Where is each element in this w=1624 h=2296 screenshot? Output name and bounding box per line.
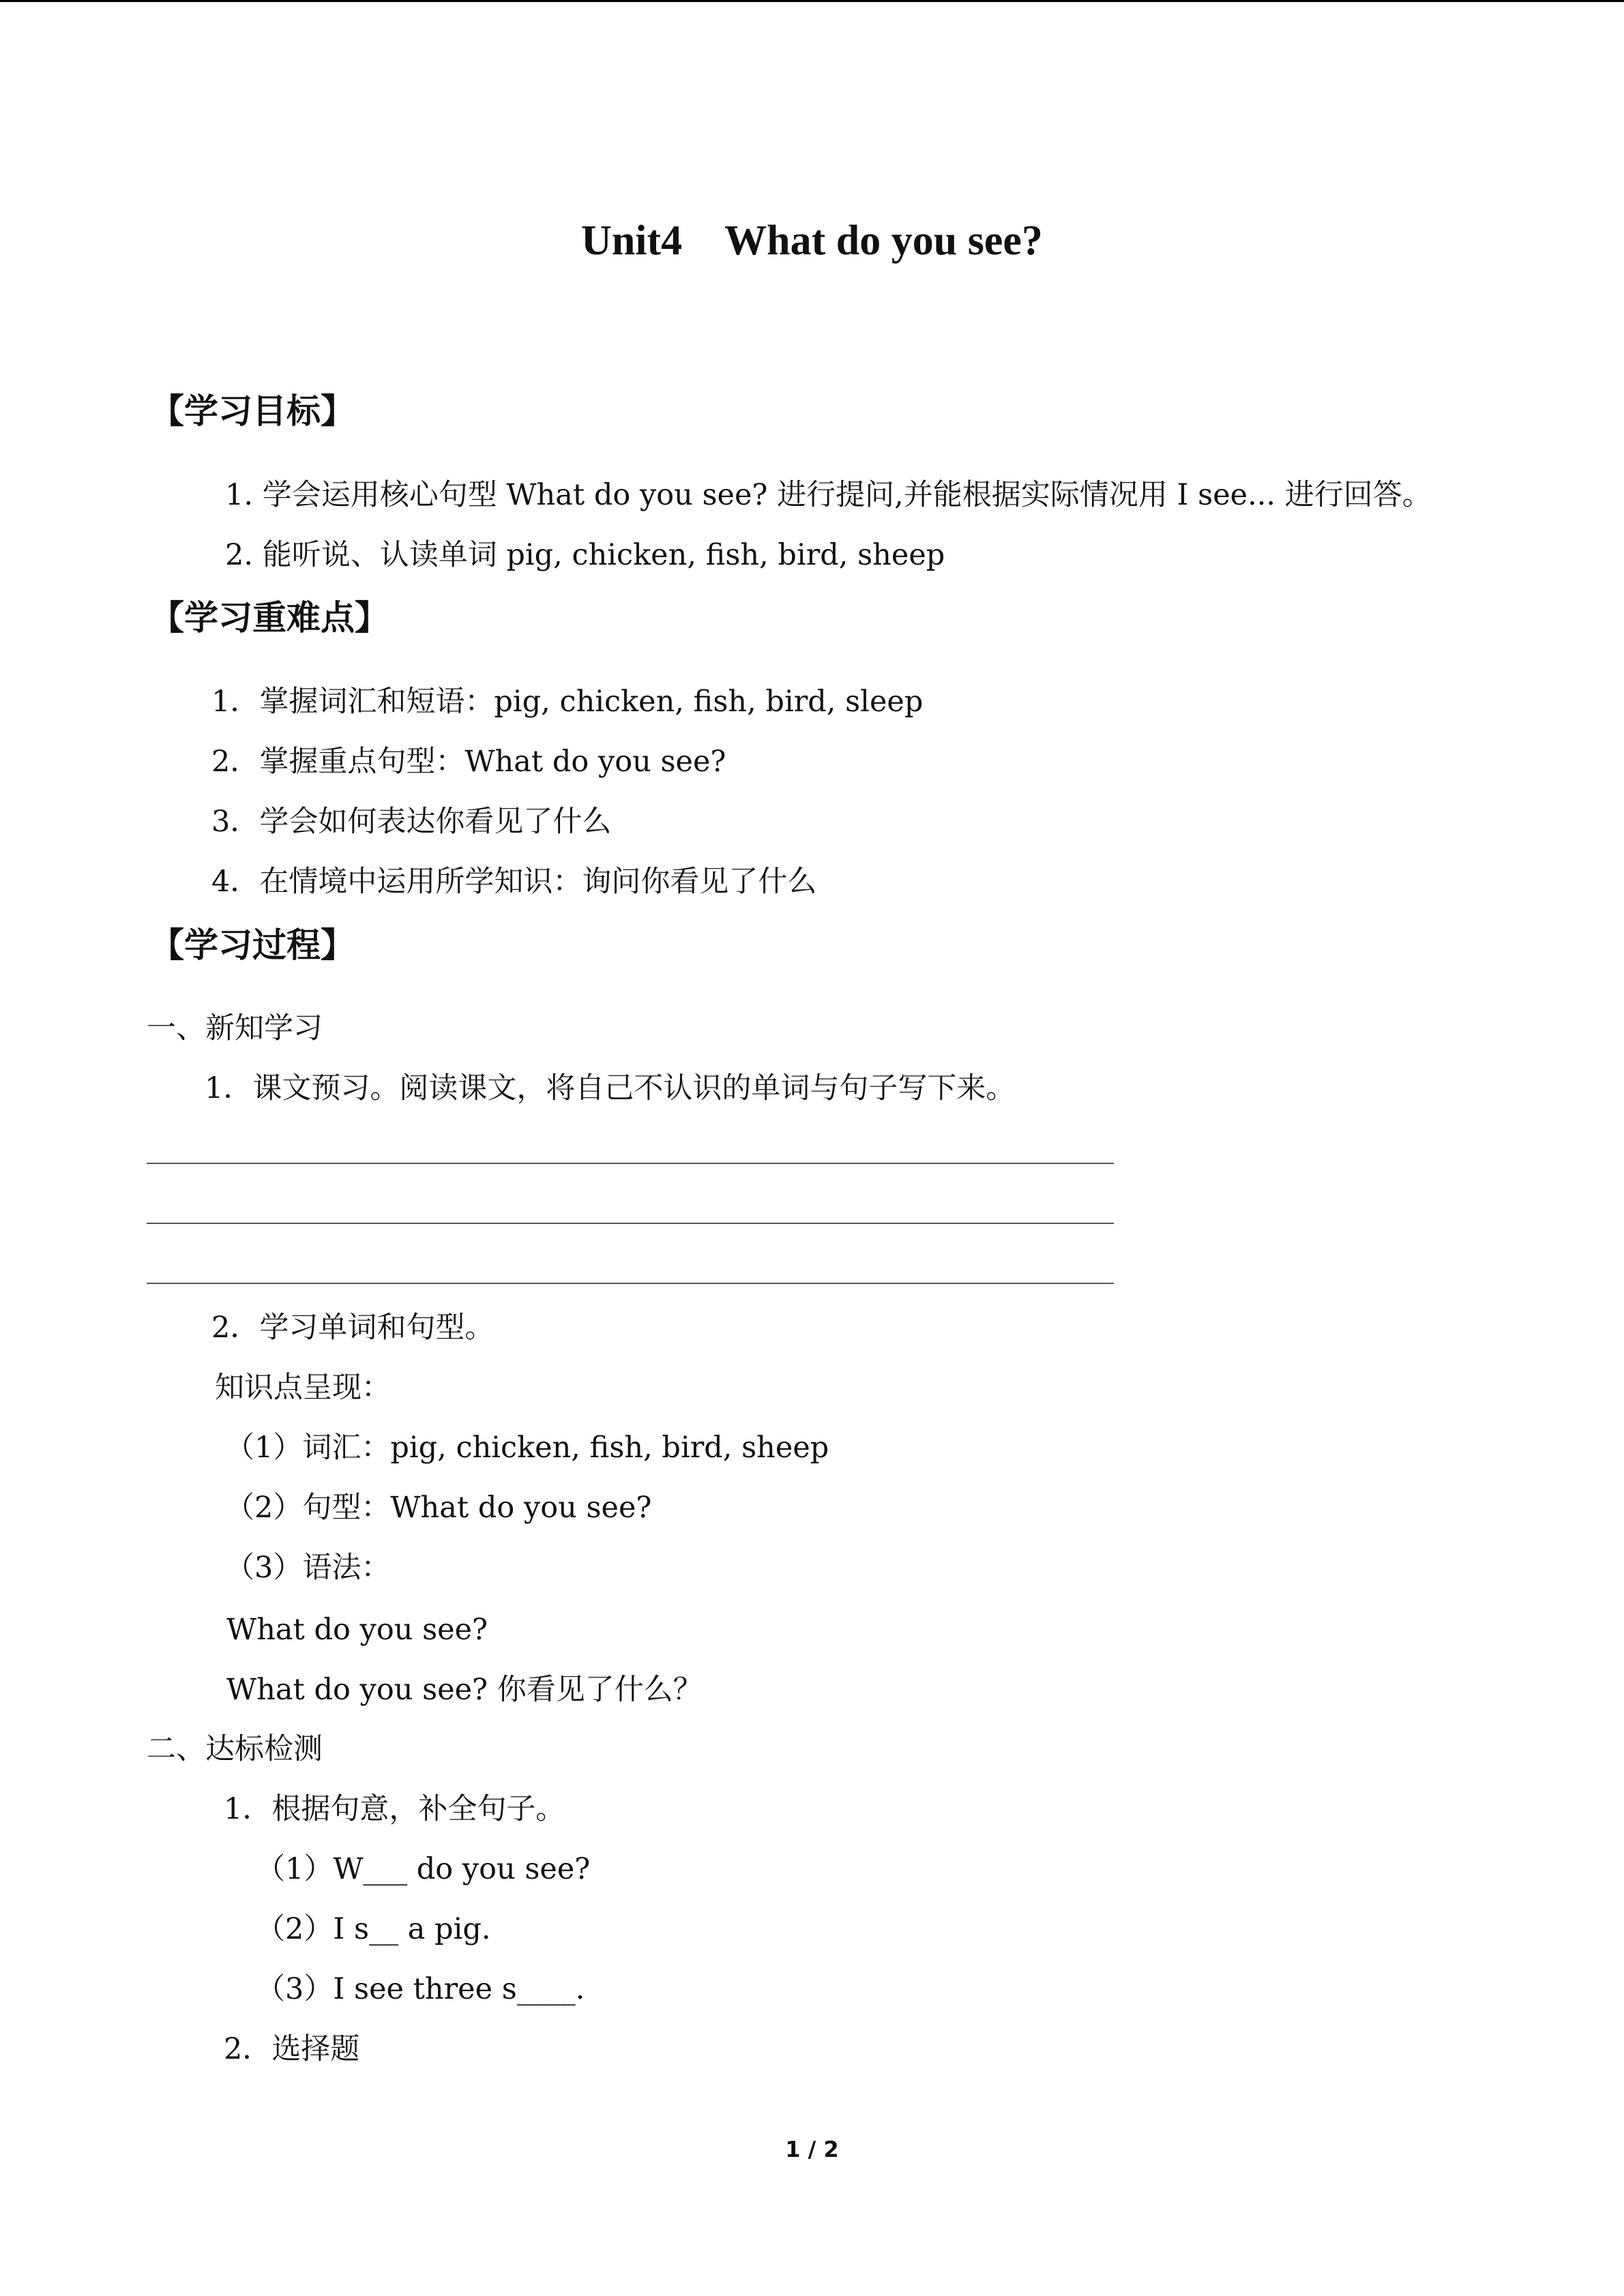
writing-line-2 [147, 1223, 1114, 1224]
section-heading-goals: 【学习目标】 [150, 391, 355, 431]
exercise-1-item-3: （3）I see three s____. [256, 1972, 585, 2006]
exercise-1-item-1: （1）W___ do you see? [256, 1852, 591, 1886]
example-sentence-1: What do you see? [226, 1613, 488, 1647]
page-number: 1 / 2 [785, 2136, 839, 2162]
top-border [0, 0, 1624, 2]
knowledge-label: 知识点呈现： [215, 1371, 391, 1405]
goal-item-1: 1. 学会运用核心句型 What do you see? 进行提问,并能根据实际情况用 I see... 进行回答。 [225, 478, 1432, 512]
goal-item-2: 2. 能听说、认读单词 pig, chicken, fish, bird, sheep [225, 538, 945, 572]
key-point-item-1: 1．掌握词汇和短语：pig, chicken, fish, bird, sleep [211, 685, 924, 719]
exercise-2-prompt: 2．选择题 [224, 2032, 360, 2066]
writing-line-3 [147, 1283, 1114, 1284]
grammar-point: （3）语法： [225, 1551, 391, 1585]
page-title: Unit4 What do you see? [581, 218, 1043, 264]
key-point-item-3: 3．学会如何表达你看见了什么 [211, 805, 612, 839]
example-sentence-2: What do you see? 你看见了什么？ [226, 1673, 703, 1707]
part1-heading: 一、新知学习 [147, 1011, 323, 1045]
part2-heading: 二、达标检测 [147, 1732, 323, 1766]
learn-task: 2．学习单词和句型。 [211, 1311, 494, 1345]
section-heading-key-points: 【学习重难点】 [150, 598, 389, 638]
key-point-item-4: 4．在情境中运用所学知识：询问你看见了什么 [211, 865, 817, 899]
vocab-point: （1）词汇：pig, chicken, fish, bird, sheep [225, 1431, 829, 1465]
key-point-item-2: 2．掌握重点句型：What do you see? [211, 745, 726, 779]
section-heading-process: 【学习过程】 [150, 925, 355, 965]
writing-line-1 [147, 1163, 1114, 1164]
exercise-1-prompt: 1．根据句意，补全句子。 [224, 1792, 565, 1826]
preview-task: 1．课文预习。阅读课文，将自己不认识的单词与句子写下来。 [205, 1071, 1016, 1105]
exercise-1-item-2: （2）I s__ a pig. [256, 1912, 491, 1946]
pattern-point: （2）句型：What do you see? [225, 1491, 652, 1525]
